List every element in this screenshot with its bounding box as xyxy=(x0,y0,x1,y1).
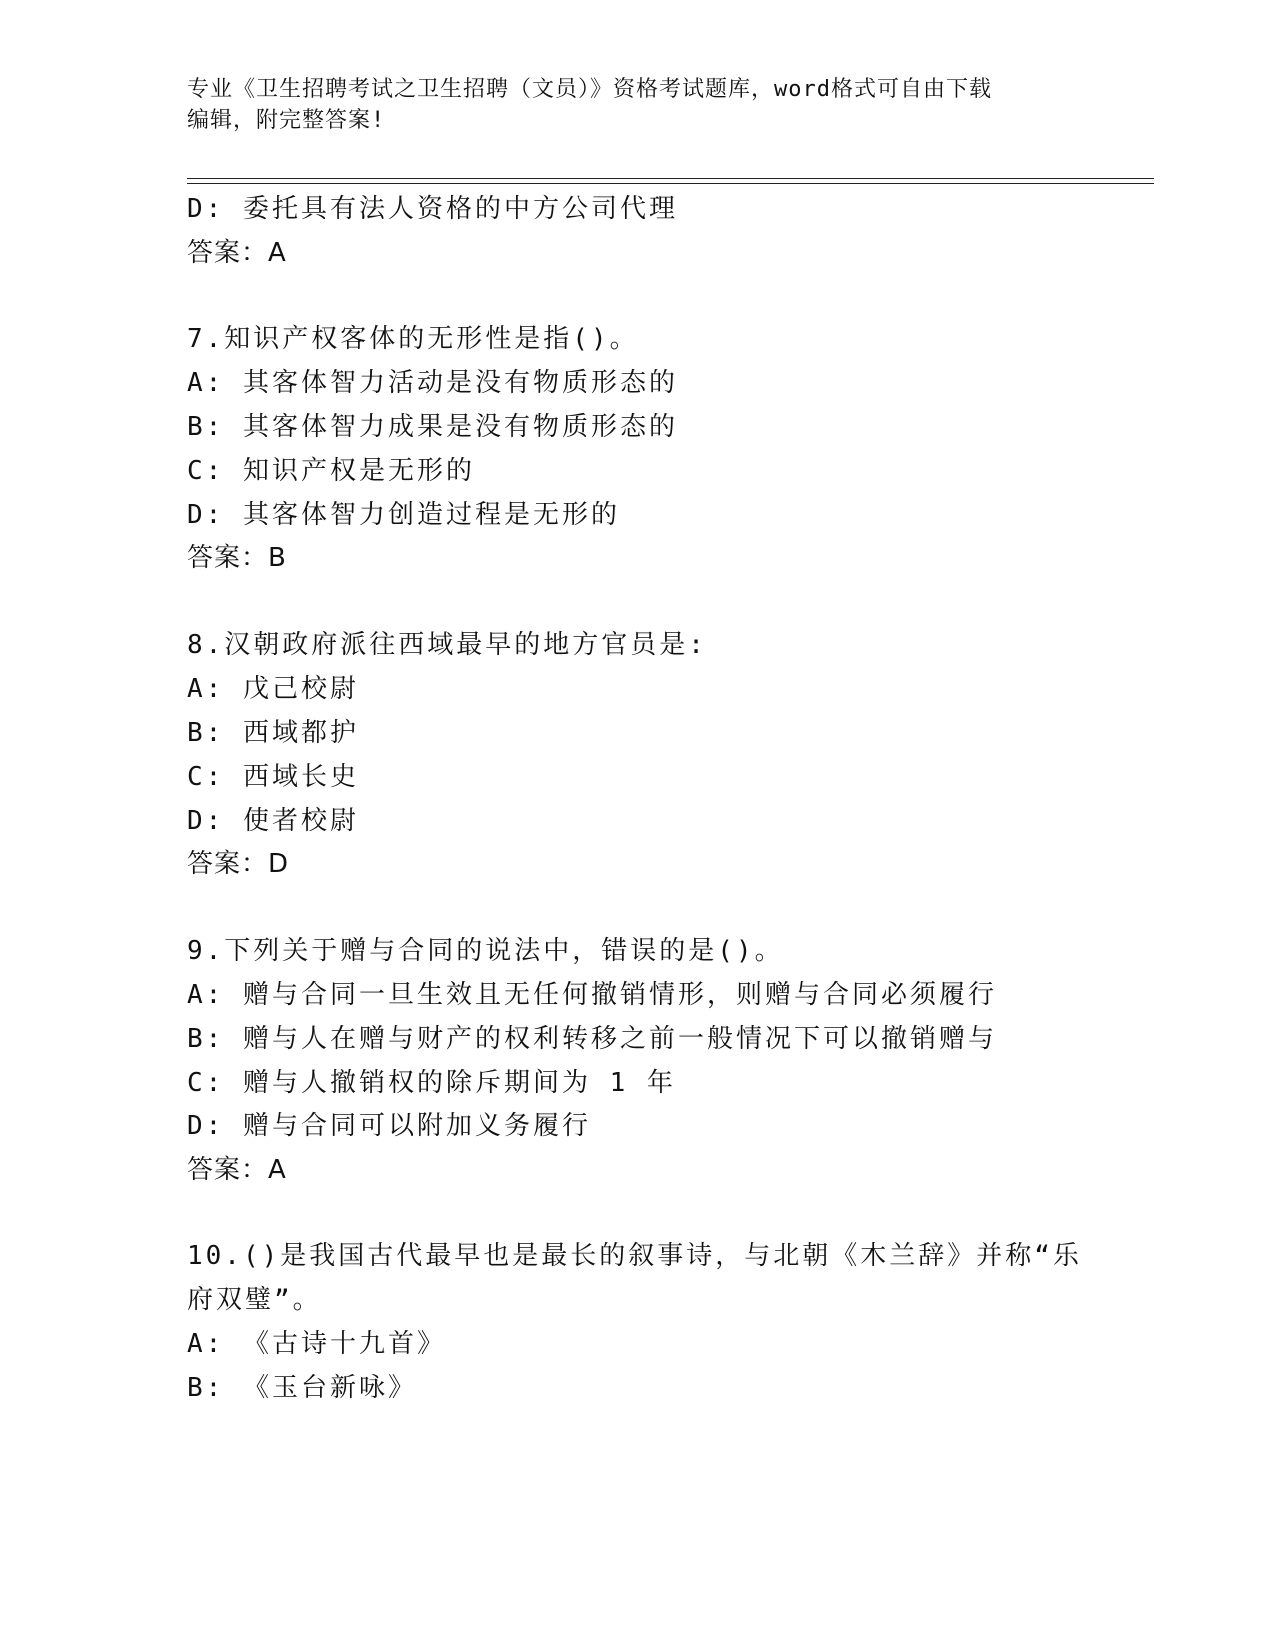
q7-option-a: A: 其客体智力活动是没有物质形态的 xyxy=(187,368,678,398)
q7-answer: 答案：B xyxy=(187,543,287,573)
header-divider-bottom xyxy=(187,183,1154,184)
q10-option-b: B: 《玉台新咏》 xyxy=(187,1373,417,1403)
prev-answer: 答案：A xyxy=(187,238,287,268)
document-header xyxy=(187,74,1087,136)
q7-stem: 7.知识产权客体的无形性是指()。 xyxy=(187,324,639,354)
q10-stem-line-2: 府双璧”。 xyxy=(187,1285,322,1315)
q9-option-c: C: 赠与人撤销权的除斥期间为 1 年 xyxy=(187,1068,676,1098)
q7-option-c: C: 知识产权是无形的 xyxy=(187,456,475,486)
q9-stem: 9.下列关于赠与合同的说法中，错误的是()。 xyxy=(187,936,784,966)
q7-option-d: D: 其客体智力创造过程是无形的 xyxy=(187,500,620,530)
q9-option-b: B: 赠与人在赠与财产的权利转移之前一般情况下可以撤销赠与 xyxy=(187,1024,997,1054)
q7-option-b: B: 其客体智力成果是没有物质形态的 xyxy=(187,412,678,442)
header-divider-top xyxy=(187,178,1154,179)
q8-option-b: B: 西域都护 xyxy=(187,718,359,748)
q10-stem-line-1: 10.()是我国古代最早也是最长的叙事诗，与北朝《木兰辞》并称“乐 xyxy=(187,1241,1082,1271)
q8-answer: 答案：D xyxy=(187,849,290,879)
q10-option-a: A: 《古诗十九首》 xyxy=(187,1329,446,1359)
header-line-2: 编辑，附完整答案! xyxy=(187,108,386,133)
q8-stem: 8.汉朝政府派往西域最早的地方官员是: xyxy=(187,630,707,660)
q9-answer: 答案：A xyxy=(187,1155,287,1185)
q9-option-d: D: 赠与合同可以附加义务履行 xyxy=(187,1111,591,1141)
q8-option-a: A: 戊己校尉 xyxy=(187,674,359,704)
q8-option-d: D: 使者校尉 xyxy=(187,806,359,836)
prev-option-d: D: 委托具有法人资格的中方公司代理 xyxy=(187,194,678,224)
header-line-1: 专业《卫生招聘考试之卫生招聘（文员）》资格考试题库，word格式可自由下载 xyxy=(187,77,992,102)
q9-option-a: A: 赠与合同一旦生效且无任何撤销情形，则赠与合同必须履行 xyxy=(187,980,997,1010)
q8-option-c: C: 西域长史 xyxy=(187,762,359,792)
